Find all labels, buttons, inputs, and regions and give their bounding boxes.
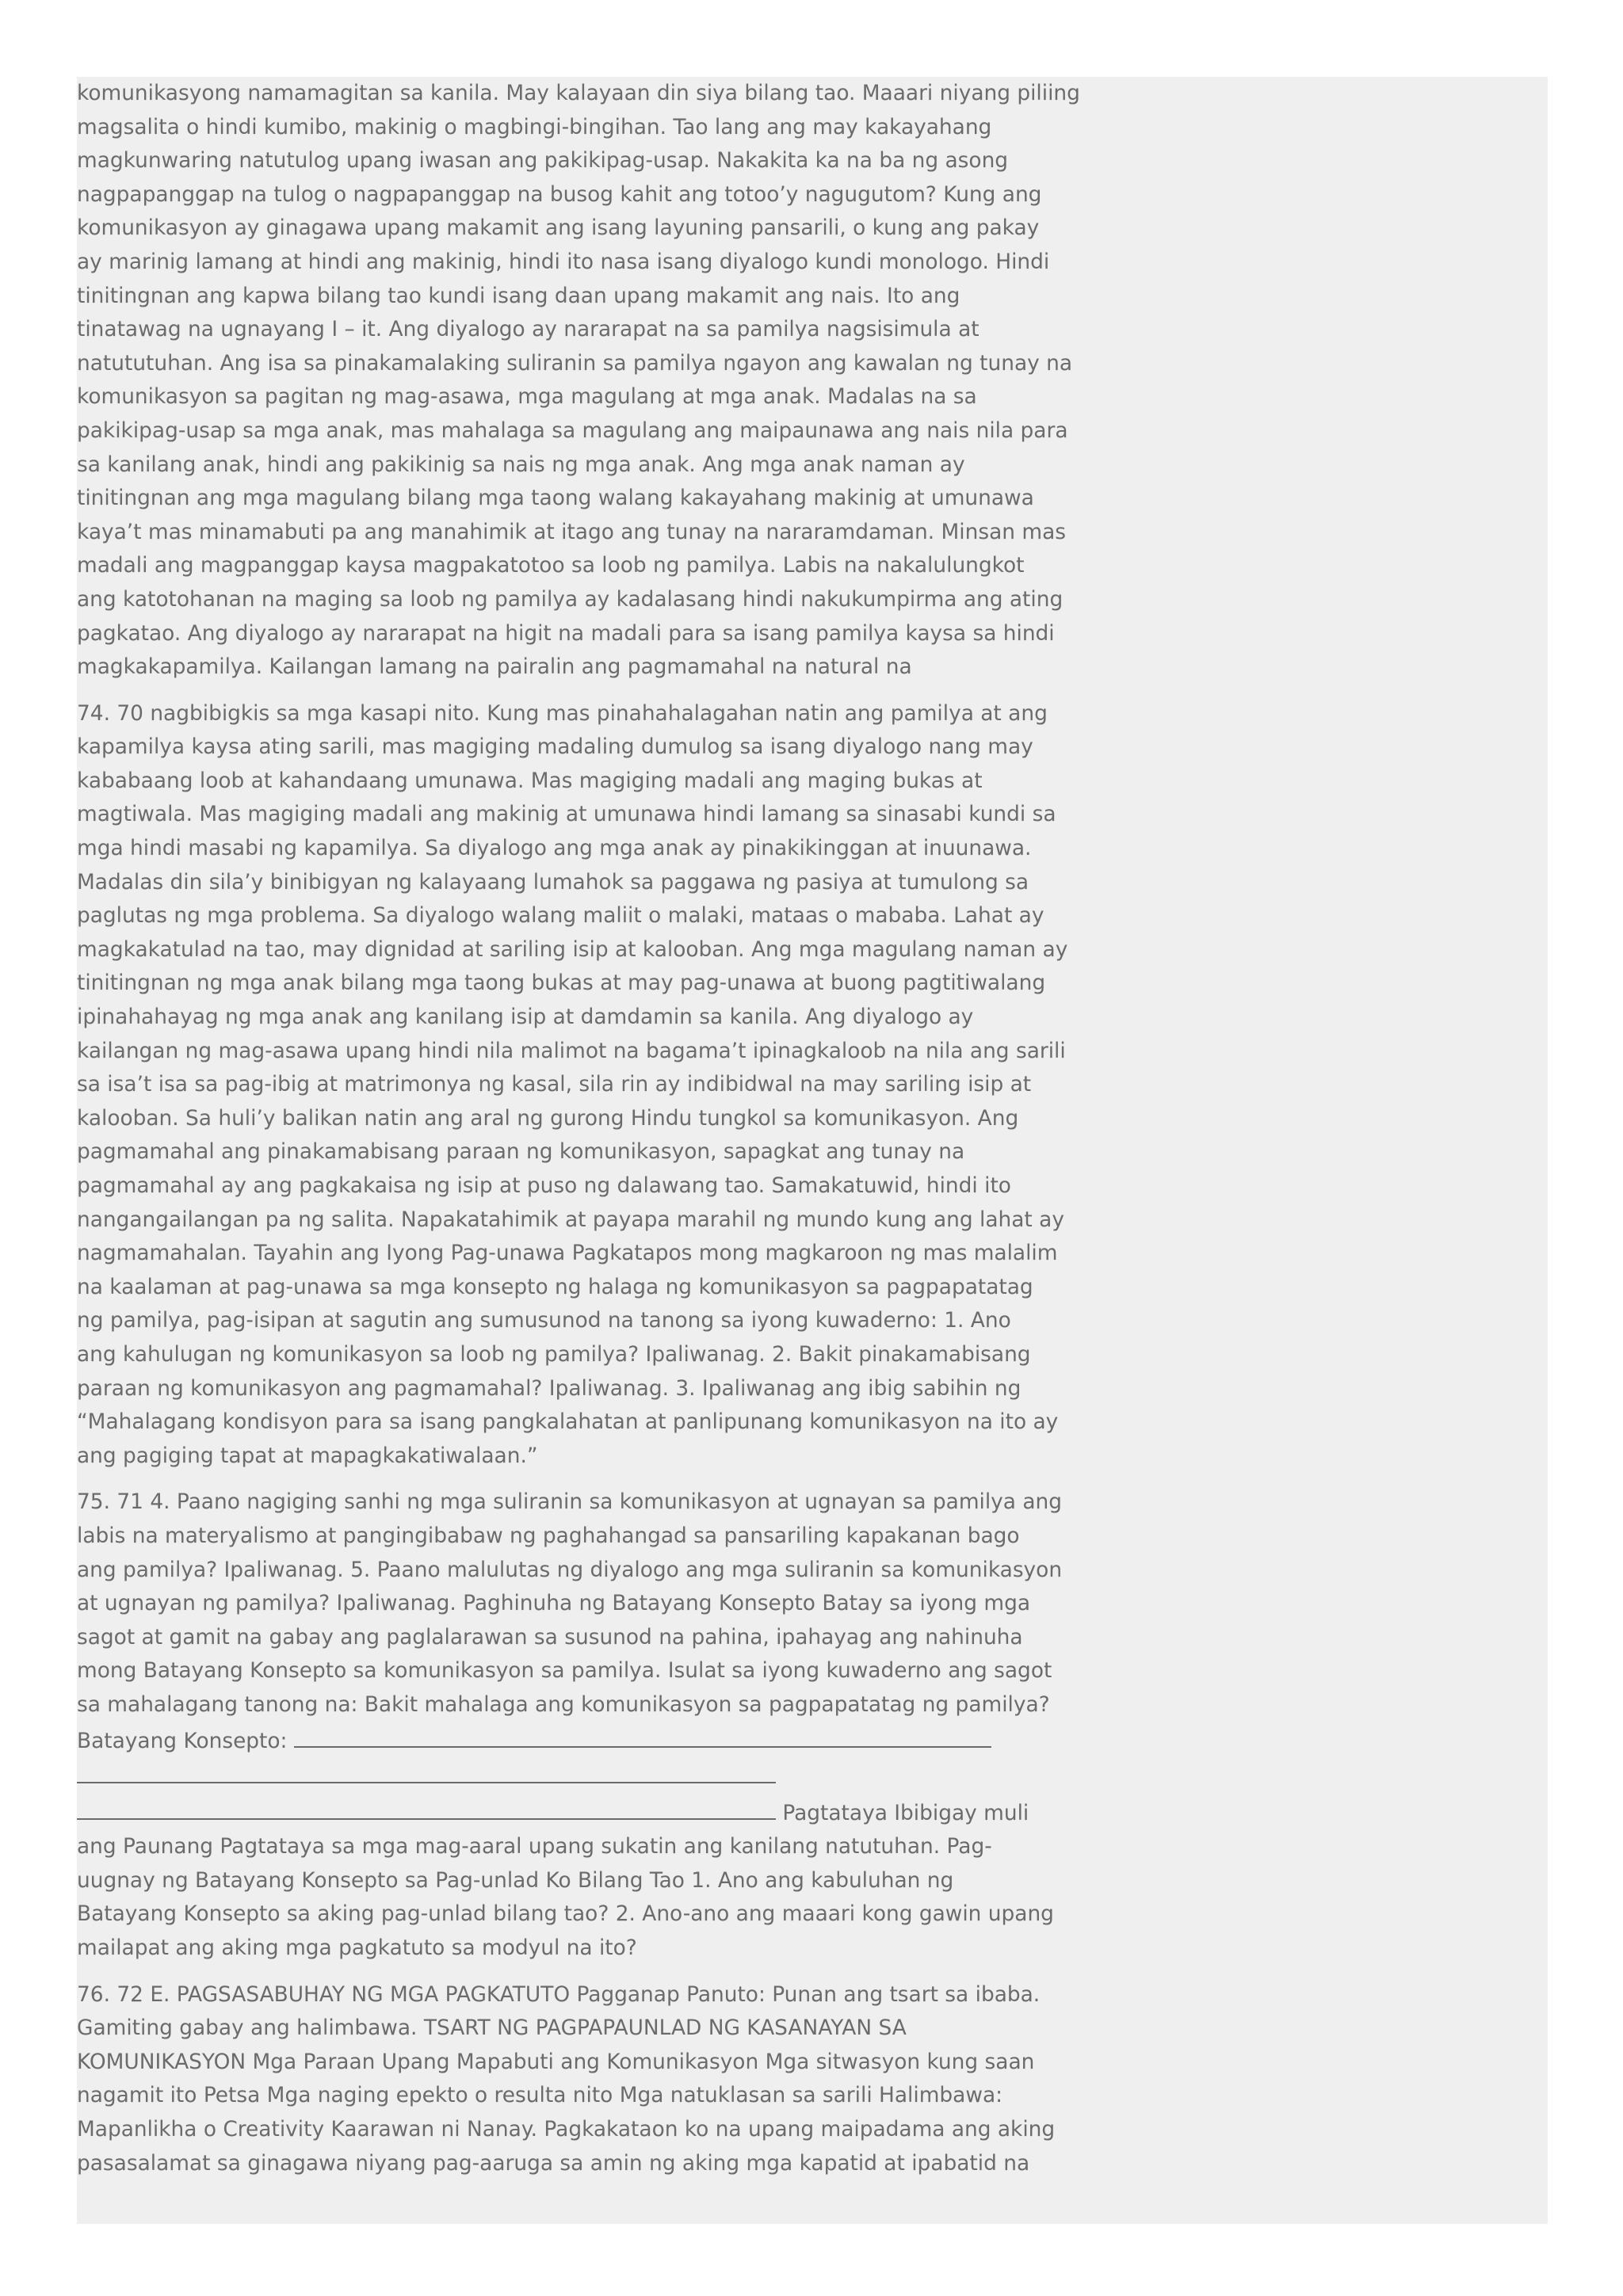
- text-line: pagkatao. Ang diyalogo ay nararapat na higit na madali para sa isang pamilya kaysa sa hindi: [77, 620, 1055, 646]
- text-line: 74. 70 nagbibigkis sa mga kasapi nito. Kung mas pinahahalagahan natin ang pamilya at ang: [77, 700, 1048, 726]
- text-line: mga hindi masabi ng kapamilya. Sa diyalogo ang mga anak ay pinakikinggan at inuunawa.: [77, 836, 1032, 861]
- text-line: ay marinig lamang at hindi ang makinig, hindi ito nasa isang diyalogo kundi monologo. Hindi: [77, 249, 1050, 274]
- text-line: magkakatulad na tao, may dignidad at sariling isip at kalooban. Ang mga magulang naman ay: [77, 936, 1068, 962]
- answer-blank-3: [77, 1794, 776, 1820]
- text-line: nagpapanggap na tulog o nagpapanggap na busog kahit ang totoo’y nagugutom? Kung ang: [77, 181, 1042, 207]
- text-line: nagmamahalan. Tayahin ang Iyong Pag-unawa Pagkatapos mong magkaroon ng mas malalim: [77, 1241, 1058, 1266]
- text-line: magkunwaring natutulog upang iwasan ang pakikipag-usap. Nakakita ka na ba ng asong: [77, 148, 1009, 174]
- text-line: KOMUNIKASYON Mga Paraan Upang Mapabuti ang Komunikasyon Mga sitwasyon kung saan: [77, 2049, 1035, 2074]
- paragraph-4: [77, 1978, 1064, 2181]
- text-line: Gamiting gabay ang halimbawa. TSART NG PAGPAPAUNLAD NG KASANAYAN SA: [77, 2016, 907, 2041]
- text-line: ipinahahayag ng mga anak ang kanilang isip at damdamin sa kanila. Ang diyalogo ay: [77, 1005, 974, 1030]
- text-line: “Mahalagang kondisyon para sa isang pangkalahatan at panlipunang komunikasyon na ito ay: [77, 1409, 1059, 1435]
- paragraph-1: [77, 77, 1080, 685]
- text-line: Madalas din sila’y binibigyan ng kalayaang lumahok sa paggawa ng pasiya at tumulong sa: [77, 869, 1029, 894]
- answer-blank-2: [77, 1758, 776, 1783]
- text-line: pasasalamat sa ginagawa niyang pag-aaruga sa amin ng aking mga kapatid at ipabatid na: [77, 2150, 1030, 2176]
- text-line: tinatawag na ugnayang I – it. Ang diyalogo ay nararapat na sa pamilya nagsisimula at: [77, 317, 980, 342]
- text-line: na kaalaman at pag-unawa sa mga konsepto ng halaga ng komunikasyon sa pagpapatatag: [77, 1274, 1033, 1299]
- text-line: 76. 72 E. PAGSASABUHAY NG MGA PAGKATUTO Pagganap Panuto: Punan ang tsart sa ibaba.: [77, 1981, 1041, 2007]
- text-line: komunikasyon sa pagitan ng mag-asawa, mga magulang at mga anak. Madalas na sa: [77, 384, 977, 410]
- text-line: magkakapamilya. Kailangan lamang na pairalin ang pagmamahal na natural na: [77, 654, 912, 680]
- text-line: mong Batayang Konsepto sa komunikasyon sa pamilya. Isulat sa iyong kuwaderno ang sagot: [77, 1658, 1052, 1684]
- text-line: Mapanlikha o Creativity Kaarawan ni Nanay. Pagkakataon ko na upang maipadama ang aking: [77, 2117, 1056, 2142]
- blank-line-row-3: [77, 1794, 1064, 1831]
- text-line: kapamilya kaysa ating sarili, mas magiging madaling dumulog sa isang diyalogo nang may: [77, 734, 1033, 760]
- text-line: ang Paunang Pagtataya sa mga mag-aaral upang sukatin ang kanilang natutuhan. Pag-: [77, 1834, 992, 1859]
- text-line: labis na materyalismo at pangingibabaw ng paghahangad sa pansariling kapakanan bago: [77, 1523, 1020, 1548]
- text-line: ang kahulugan ng komunikasyon sa loob ng pamilya? Ipaliwanag. 2. Bakit pinakamabisang: [77, 1341, 1031, 1367]
- text-line: natututuhan. Ang isa sa pinakamalaking suliranin sa pamilya ngayon ang kawalan ng tunay na: [77, 350, 1073, 376]
- text-line: nangangailangan pa ng salita. Napakatahimik at payapa marahil ng mundo kung ang lahat ay: [77, 1207, 1064, 1232]
- text-line: pagmamahal ay ang pagkakaisa ng isip at puso ng dalawang tao. Samakatuwid, hindi ito: [77, 1173, 1011, 1198]
- text-line: pagmamahal ang pinakamabisang paraan ng komunikasyon, sapagkat ang tunay na: [77, 1139, 965, 1165]
- text-line: paglutas ng mga problema. Sa diyalogo walang maliit o malaki, mataas o mababa. Lahat ay: [77, 903, 1044, 929]
- text-line: madali ang magpanggap kaysa magpakatotoo sa loob ng pamilya. Labis na nakalulungkot: [77, 553, 1025, 578]
- answer-blank-1: [294, 1722, 991, 1748]
- text-line: nagamit ito Petsa Mga naging epekto o resulta nito Mga natuklasan sa sarili Halimbawa:: [77, 2083, 1003, 2108]
- batayang-konsepto-label: Batayang Konsepto:: [77, 1728, 288, 1753]
- text-line: sa isa’t isa sa pag-ibig at matrimonya ng kasal, sila rin ay indibidwal na may sariling isip at: [77, 1072, 1032, 1097]
- text-line: kailangan ng mag-asawa upang hindi nila malimot na bagama’t ipinagkaloob na nila ang sarili: [77, 1038, 1066, 1063]
- text-line: tinitingnan ang mga magulang bilang mga taong walang kakayahang makinig at umunawa: [77, 486, 1034, 511]
- text-line: at ugnayan ng pamilya? Ipaliwanag. Paghinuha ng Batayang Konsepto Batay sa iyong mga: [77, 1591, 1031, 1616]
- text-line: pakikipag-usap sa mga anak, mas mahalaga sa magulang ang maipaunawa ang nais nila para: [77, 418, 1068, 443]
- text-line: tinitingnan ng mga anak bilang mga taong bukas at may pag-unawa at buong pagtitiwalang: [77, 971, 1046, 996]
- text-line: paraan ng komunikasyon ang pagmamahal? Ipaliwanag. 3. Ipaliwanag ang ibig sabihin ng: [77, 1375, 1022, 1401]
- blank-line-row-1: [77, 1722, 1064, 1759]
- document-body: [77, 77, 1080, 2193]
- text-line: sagot at gamit na gabay ang paglalarawan sa susunod na pahina, ipahayag ang nahinuha: [77, 1624, 1023, 1650]
- pagtataya-text: Pagtataya Ibibigay muli: [782, 1800, 1029, 1825]
- text-line: ang pagiging tapat at mapagkakatiwalaan.”: [77, 1443, 538, 1468]
- text-line: mailapat ang aking mga pagkatuto sa modyul na ito?: [77, 1936, 637, 1961]
- text-line: ang katotohanan na maging sa loob ng pamilya ay kadalasang hindi nakukumpirma ang ating: [77, 586, 1064, 612]
- text-line: sa kanilang anak, hindi ang pakikinig sa nais ng mga anak. Ang mga anak naman ay: [77, 452, 965, 477]
- text-line: tinitingnan ang kapwa bilang tao kundi isang daan upang makamit ang nais. Ito ang: [77, 283, 960, 308]
- text-line: ang pamilya? Ipaliwanag. 5. Paano malulutas ng diyalogo ang mga suliranin sa komunikasyon: [77, 1557, 1063, 1582]
- text-line: magsalita o hindi kumibo, makinig o magbingi-bingihan. Tao lang ang may kakayahang: [77, 114, 992, 139]
- text-line: 75. 71 4. Paano nagiging sanhi ng mga suliranin sa komunikasyon at ugnayan sa pamilya ang: [77, 1489, 1063, 1515]
- paragraph-2: [77, 697, 1068, 1474]
- text-line: sa mahalagang tanong na: Bakit mahalaga ang komunikasyon sa pagpapatatag ng pamilya?: [77, 1691, 1050, 1717]
- text-line: Batayang Konsepto sa aking pag-unlad bilang tao? 2. Ano-ano ang maaari kong gawin upang: [77, 1901, 1054, 1927]
- text-line: kaya’t mas minamabuti pa ang manahimik at itago ang tunay na nararamdaman. Minsan mas: [77, 519, 1066, 544]
- text-line: kababaang loob at kahandaang umunawa. Mas magiging madali ang maging bukas at: [77, 768, 983, 793]
- blank-line-row-2: [77, 1758, 1064, 1794]
- text-line: magtiwala. Mas magiging madali ang makinig at umunawa hindi lamang sa sinasabi kundi sa: [77, 802, 1056, 827]
- text-line: ng pamilya, pag-isipan at sagutin ang sumusunod na tanong sa iyong kuwaderno: 1. Ano: [77, 1308, 1011, 1333]
- text-line: komunikasyon ay ginagawa upang makamit ang isang layuning pansarili, o kung ang pakay: [77, 215, 1040, 241]
- text-line: kalooban. Sa huli’y balikan natin ang aral ng gurong Hindu tungkol sa komunikasyon. Ang: [77, 1105, 1019, 1131]
- text-line: uugnay ng Batayang Konsepto sa Pag-unlad Ko Bilang Tao 1. Ano ang kabuluhan ng: [77, 1867, 954, 1893]
- text-line: komunikasyong namamagitan sa kanila. May kalayaan din siya bilang tao. Maaari niyang piliing: [77, 81, 1080, 105]
- paragraph-3: [77, 1486, 1064, 1965]
